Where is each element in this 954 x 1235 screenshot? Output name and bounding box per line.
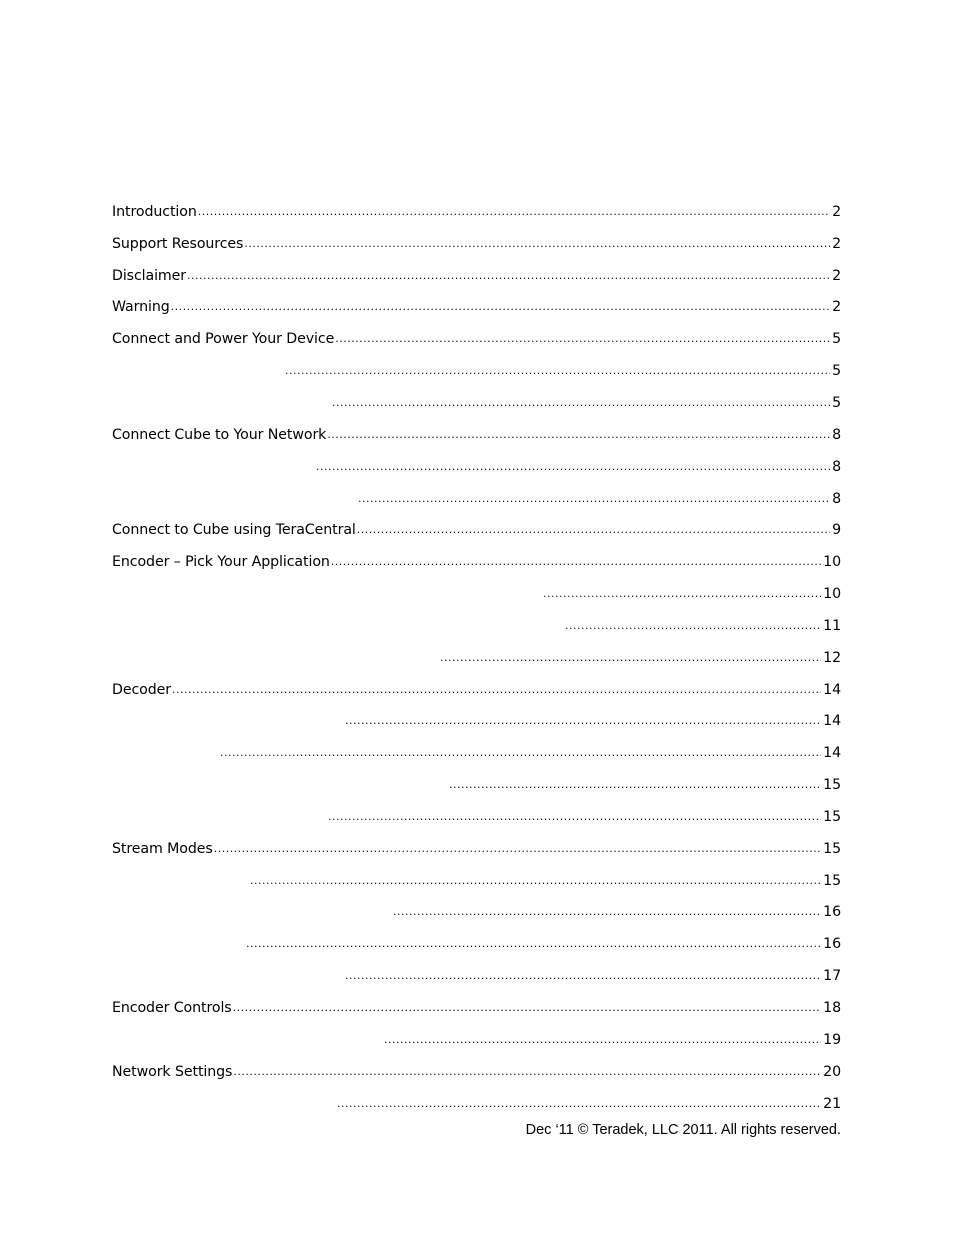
toc-entry-page-number: 9 bbox=[832, 522, 841, 539]
toc-entry-page-number: 18 bbox=[823, 1000, 841, 1017]
dot-leader bbox=[187, 268, 830, 284]
toc-entry-title: Warning bbox=[112, 299, 170, 316]
toc-entry-page-number: 15 bbox=[823, 808, 841, 825]
toc-entry-page-number: 5 bbox=[832, 331, 841, 348]
toc-entry-page-number: 2 bbox=[832, 267, 841, 284]
toc-entry-page-number: 8 bbox=[832, 426, 841, 443]
toc-entry[interactable] bbox=[112, 292, 841, 324]
toc-entry[interactable] bbox=[112, 355, 841, 387]
toc-entry[interactable] bbox=[112, 1024, 841, 1056]
toc-entry-page-number: 14 bbox=[823, 713, 841, 730]
dot-leader bbox=[328, 809, 821, 825]
toc-entry-title: Decoder bbox=[112, 681, 172, 698]
toc-entry-page-number: 20 bbox=[823, 1063, 841, 1080]
toc-entry-page-number: 14 bbox=[823, 745, 841, 762]
toc-entry[interactable] bbox=[112, 992, 841, 1024]
toc-entry[interactable] bbox=[112, 865, 841, 897]
toc-entry-page-number: 19 bbox=[823, 1031, 841, 1048]
dot-leader bbox=[332, 395, 830, 411]
dot-leader bbox=[358, 491, 830, 507]
toc-entry-page-number: 16 bbox=[823, 904, 841, 921]
toc-entry-page-number: 2 bbox=[832, 203, 841, 220]
dot-leader bbox=[384, 1032, 821, 1048]
toc-entry-page-number: 2 bbox=[832, 299, 841, 316]
toc-entry[interactable] bbox=[112, 897, 841, 929]
dot-leader bbox=[285, 363, 830, 379]
toc-entry-title: Disclaimer bbox=[112, 267, 187, 284]
dot-leader bbox=[357, 522, 830, 538]
dot-leader bbox=[331, 554, 821, 570]
toc-entry[interactable] bbox=[112, 419, 841, 451]
toc-entry-title: Encoder Controls bbox=[112, 1000, 232, 1017]
toc-entry[interactable] bbox=[112, 642, 841, 674]
toc-entry[interactable] bbox=[112, 387, 841, 419]
toc-entry-page-number: 2 bbox=[832, 235, 841, 252]
toc-entry[interactable] bbox=[112, 610, 841, 642]
dot-leader bbox=[449, 777, 821, 793]
toc-entry-page-number: 10 bbox=[823, 554, 841, 571]
toc-entry[interactable] bbox=[112, 706, 841, 738]
dot-leader bbox=[327, 427, 830, 443]
dot-leader bbox=[233, 1000, 822, 1016]
toc-entry-title: Connect to Cube using TeraCentral bbox=[112, 522, 356, 539]
dot-leader bbox=[214, 841, 821, 857]
toc-entry-title: Connect Cube to Your Network bbox=[112, 426, 327, 443]
toc-entry-page-number: 14 bbox=[823, 681, 841, 698]
dot-leader bbox=[198, 204, 830, 220]
table-of-contents bbox=[112, 196, 841, 1119]
dot-leader bbox=[244, 236, 830, 252]
toc-entry[interactable] bbox=[112, 928, 841, 960]
dot-leader bbox=[233, 1064, 821, 1080]
toc-entry-page-number: 8 bbox=[832, 490, 841, 507]
toc-entry[interactable] bbox=[112, 514, 841, 546]
dot-leader bbox=[337, 1096, 821, 1112]
toc-entry[interactable] bbox=[112, 960, 841, 992]
toc-entry-page-number: 16 bbox=[823, 936, 841, 953]
toc-entry-title: Stream Modes bbox=[112, 840, 213, 857]
toc-entry-page-number: 21 bbox=[823, 1095, 841, 1112]
dot-leader bbox=[220, 745, 821, 761]
toc-entry[interactable] bbox=[112, 228, 841, 260]
toc-entry-title: Encoder – Pick Your Application bbox=[112, 554, 330, 571]
toc-entry-page-number: 10 bbox=[823, 586, 841, 603]
dot-leader bbox=[543, 586, 821, 602]
toc-entry[interactable] bbox=[112, 1088, 841, 1120]
dot-leader bbox=[335, 331, 830, 347]
dot-leader bbox=[250, 873, 821, 889]
toc-entry-page-number: 15 bbox=[823, 872, 841, 889]
toc-entry[interactable] bbox=[112, 578, 841, 610]
toc-entry-page-number: 8 bbox=[832, 458, 841, 475]
dot-leader bbox=[440, 650, 821, 666]
dot-leader bbox=[246, 936, 821, 952]
toc-entry-title: Network Settings bbox=[112, 1063, 233, 1080]
toc-entry[interactable] bbox=[112, 196, 841, 228]
toc-entry[interactable] bbox=[112, 260, 841, 292]
toc-entry-page-number: 5 bbox=[832, 363, 841, 380]
toc-entry[interactable] bbox=[112, 451, 841, 483]
dot-leader bbox=[316, 459, 830, 475]
toc-entry-page-number: 15 bbox=[823, 777, 841, 794]
toc-entry[interactable] bbox=[112, 546, 841, 578]
toc-entry[interactable] bbox=[112, 674, 841, 706]
dot-leader bbox=[345, 713, 821, 729]
dot-leader bbox=[171, 299, 830, 315]
dot-leader bbox=[345, 968, 821, 984]
toc-entry[interactable] bbox=[112, 801, 841, 833]
dot-leader bbox=[172, 682, 821, 698]
dot-leader bbox=[565, 618, 821, 634]
toc-entry[interactable] bbox=[112, 737, 841, 769]
toc-entry-page-number: 12 bbox=[823, 649, 841, 666]
toc-entry[interactable] bbox=[112, 1056, 841, 1088]
page-footer: Dec ‘11 © Teradek, LLC 2011. All rights reserved. bbox=[525, 1122, 841, 1138]
toc-entry[interactable] bbox=[112, 483, 841, 515]
toc-entry-title: Introduction bbox=[112, 203, 197, 220]
toc-entry-title: Connect and Power Your Device bbox=[112, 331, 335, 348]
toc-entry[interactable] bbox=[112, 323, 841, 355]
toc-entry-page-number: 15 bbox=[823, 840, 841, 857]
toc-entry-page-number: 5 bbox=[832, 394, 841, 411]
toc-entry[interactable] bbox=[112, 769, 841, 801]
toc-entry-page-number: 17 bbox=[823, 968, 841, 985]
toc-entry-title: Support Resources bbox=[112, 235, 244, 252]
dot-leader bbox=[393, 904, 821, 920]
toc-entry[interactable] bbox=[112, 833, 841, 865]
toc-entry-page-number: 11 bbox=[823, 617, 841, 634]
